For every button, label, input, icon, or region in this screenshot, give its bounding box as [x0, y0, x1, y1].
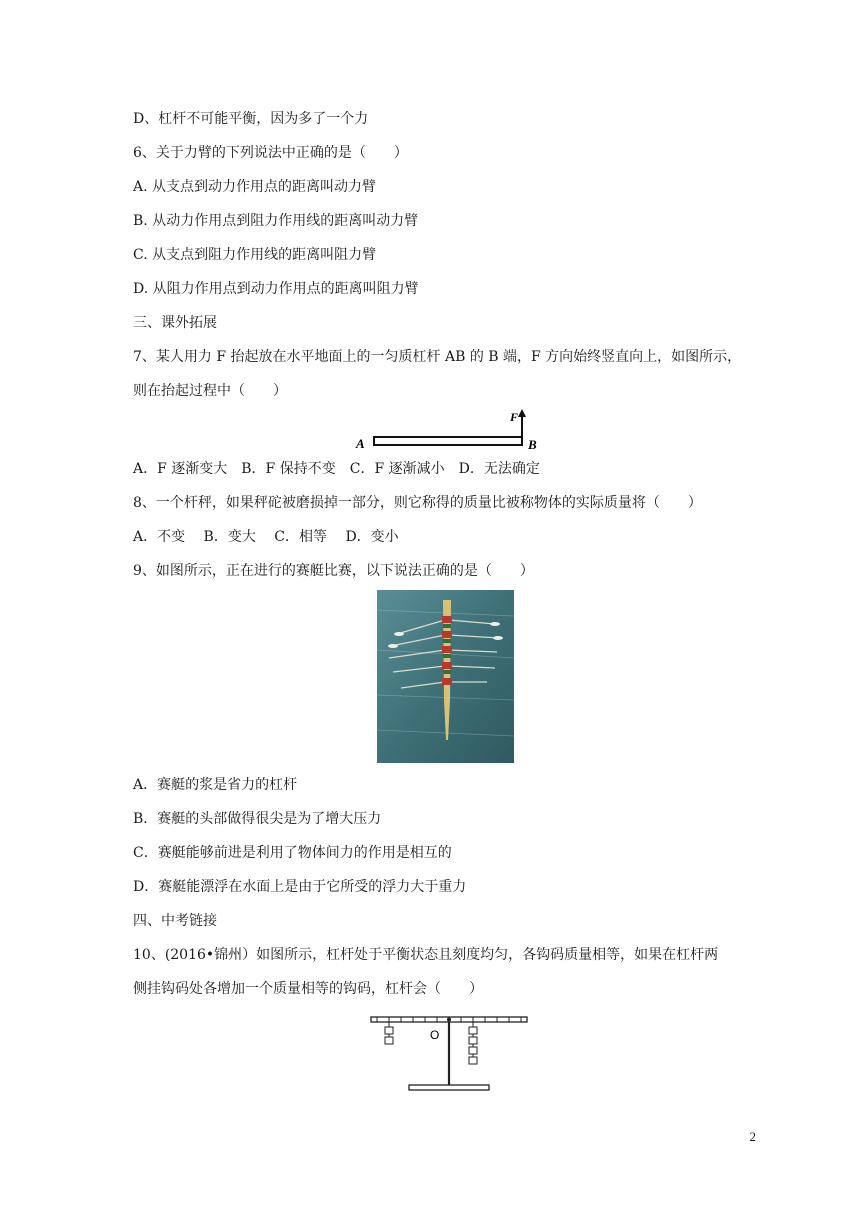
- page-number: 2: [749, 1129, 756, 1144]
- lever-label-a: A: [356, 436, 365, 451]
- section-3-heading: 三、课外拓展: [133, 315, 217, 331]
- q7-stem-line1: 7、某人用力 F 抬起放在水平地面上的一匀质杠杆 AB 的 B 端，F 方向始终竖直向上，如图所示，: [133, 349, 742, 365]
- q5-option-d: D、杠杆不可能平衡，因为多了一个力: [133, 111, 369, 127]
- q6-stem: 6、关于力臂的下列说法中正确的是（ ）: [133, 145, 408, 161]
- q6-option-c: C. 从支点到阻力作用线的距离叫阻力臂: [133, 247, 377, 263]
- q7-stem-line2: 则在抬起过程中（ ）: [133, 383, 287, 399]
- section-4-heading: 四、中考链接: [133, 913, 217, 929]
- force-label-f: F: [510, 410, 519, 424]
- q9-option-b: B．赛艇的头部做得很尖是为了增大压力: [133, 811, 382, 827]
- q6-option-a: A. 从支点到动力作用点的距离叫动力臂: [133, 179, 377, 195]
- lever-ab-figure: [350, 405, 550, 453]
- balanced-lever-figure: [367, 1009, 532, 1094]
- q10-stem-line1: 10、(2016•锦州）如图所示，杠杆处于平衡状态且刻度均匀，各钩码质量相等，如果在杠杆两: [133, 947, 719, 963]
- q9-stem: 9、如图所示，正在进行的赛艇比赛，以下说法正确的是（ ）: [133, 563, 534, 579]
- pivot-label-o: O: [430, 1028, 440, 1042]
- q8-options: A．不变 B．变大 C．相等 D．变小: [133, 529, 399, 545]
- q10-stem-line2: 侧挂钩码处各增加一个质量相等的钩码，杠杆会（ ）: [133, 981, 483, 997]
- q8-stem: 8、一个杆秤，如果秤砣被磨损掉一部分，则它称得的质量比被称物体的实际质量将（ ）: [133, 495, 702, 511]
- q6-option-b: B. 从动力作用点到阻力作用线的距离叫动力臂: [133, 213, 419, 229]
- q7-options: A．F 逐渐变大 B．F 保持不变 C．F 逐渐减小 D．无法确定: [133, 461, 540, 477]
- rowing-boat-photo: [377, 590, 514, 763]
- q9-option-c: C．赛艇能够前进是利用了物体间力的作用是相互的: [133, 845, 452, 861]
- q9-option-d: D．赛艇能漂浮在水面上是由于它所受的浮力大于重力: [133, 879, 467, 895]
- q6-option-d: D. 从阻力作用点到动力作用点的距离叫阻力臂: [133, 281, 419, 297]
- q9-option-a: A．赛艇的浆是省力的杠杆: [133, 777, 298, 793]
- lever-label-b: B: [528, 437, 537, 452]
